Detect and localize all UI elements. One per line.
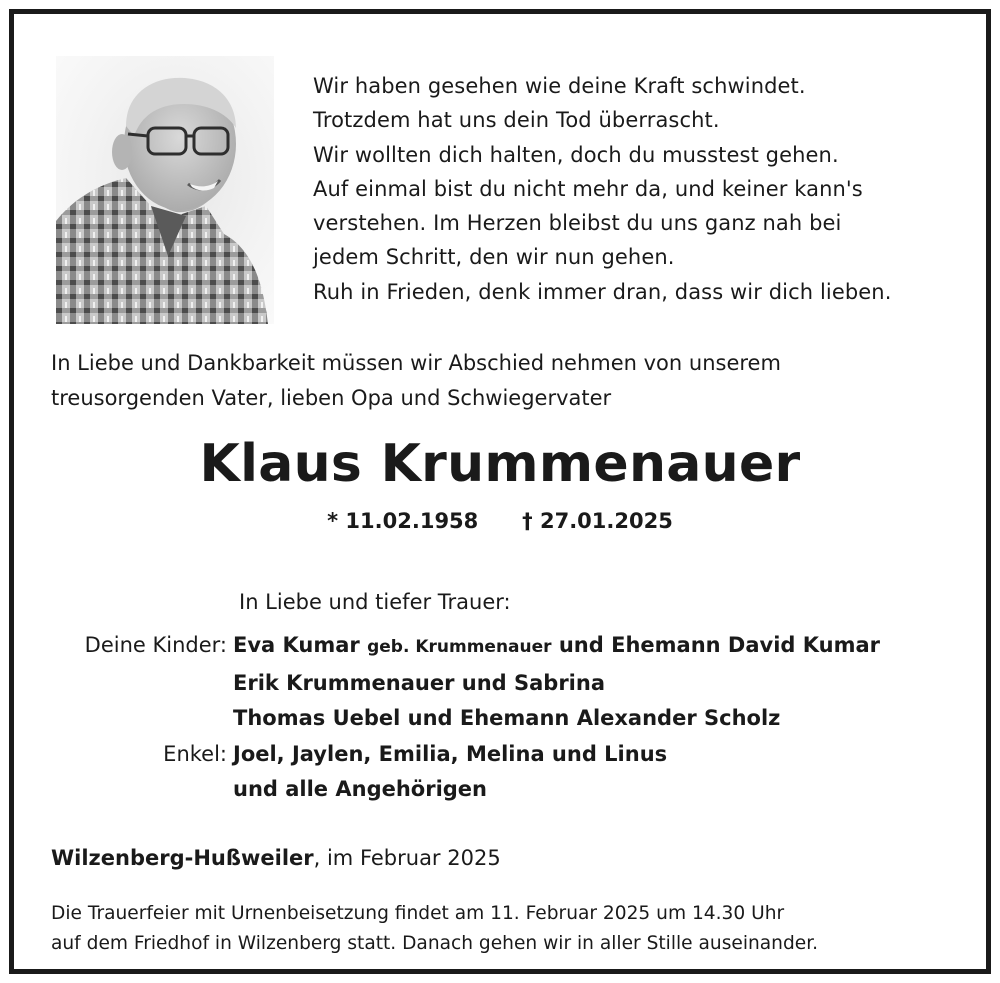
poem bbox=[313, 69, 973, 309]
child-entry bbox=[233, 628, 880, 666]
grandchildren-entry: Joel, Jaylen, Emilia, Melina und Linus bbox=[233, 741, 668, 766]
child-name: Eva Kumar bbox=[233, 633, 360, 657]
poem-line: Auf einmal bist du nicht mehr da, und keiner kann's bbox=[313, 176, 863, 201]
grandchildren-label: Enkel: bbox=[163, 741, 227, 766]
ceremony-line: auf dem Friedhof in Wilzenberg statt. Danach gehen wir in aller Stille auseinander. bbox=[51, 933, 819, 954]
ceremony-info bbox=[51, 899, 971, 959]
birth-date: * 11.02.1958 bbox=[327, 509, 479, 533]
child-entry: Thomas Uebel und Ehemann Alexander Scholz bbox=[233, 706, 781, 730]
deceased-name: Klaus Krummenauer bbox=[199, 434, 801, 494]
mourner-row bbox=[14, 701, 986, 737]
poem-line: Ruh in Frieden, denk immer dran, dass wir dich lieben. bbox=[313, 279, 892, 304]
maiden-name: geb. Krummenauer bbox=[367, 637, 552, 657]
relatives-entry: und alle Angehörigen bbox=[233, 777, 487, 801]
mourner-row bbox=[14, 628, 986, 666]
intro-line: treusorgenden Vater, lieben Opa und Schwiegervater bbox=[51, 386, 612, 410]
intro-text bbox=[51, 346, 951, 416]
death-date: † 27.01.2025 bbox=[522, 509, 673, 533]
poem-line: Trotzdem hat uns dein Tod überrascht. bbox=[313, 108, 720, 133]
month-year: , im Februar 2025 bbox=[313, 846, 501, 870]
children-label: Deine Kinder: bbox=[84, 633, 227, 657]
poem-line: jedem Schritt, den wir nun gehen. bbox=[313, 245, 675, 270]
obituary-notice bbox=[9, 9, 991, 974]
town-name: Wilzenberg-Hußweiler bbox=[51, 846, 314, 870]
mourner-row bbox=[14, 772, 986, 808]
place-date bbox=[51, 844, 501, 872]
mourners-list bbox=[14, 628, 986, 808]
child-spouse: und Ehemann David Kumar bbox=[558, 633, 881, 657]
ceremony-line: Die Trauerfeier mit Urnenbeisetzung findet am 11. Februar 2025 um 14.30 Uhr bbox=[51, 903, 785, 924]
child-entry: Erik Krummenauer und Sabrina bbox=[233, 670, 605, 695]
portrait-photo bbox=[56, 56, 274, 324]
intro-line: In Liebe und Dankbarkeit müssen wir Abschied nehmen von unserem bbox=[51, 351, 781, 375]
poem-line: verstehen. Im Herzen bleibst du uns ganz nah bei bbox=[313, 211, 842, 236]
mourners-heading: In Liebe und tiefer Trauer: bbox=[239, 590, 511, 614]
mourner-row bbox=[14, 737, 986, 773]
poem-line: Wir wollten dich halten, doch du musstest gehen. bbox=[313, 142, 839, 167]
life-dates bbox=[14, 507, 986, 535]
poem-line: Wir haben gesehen wie deine Kraft schwindet. bbox=[313, 74, 806, 98]
mourner-row bbox=[14, 666, 986, 702]
